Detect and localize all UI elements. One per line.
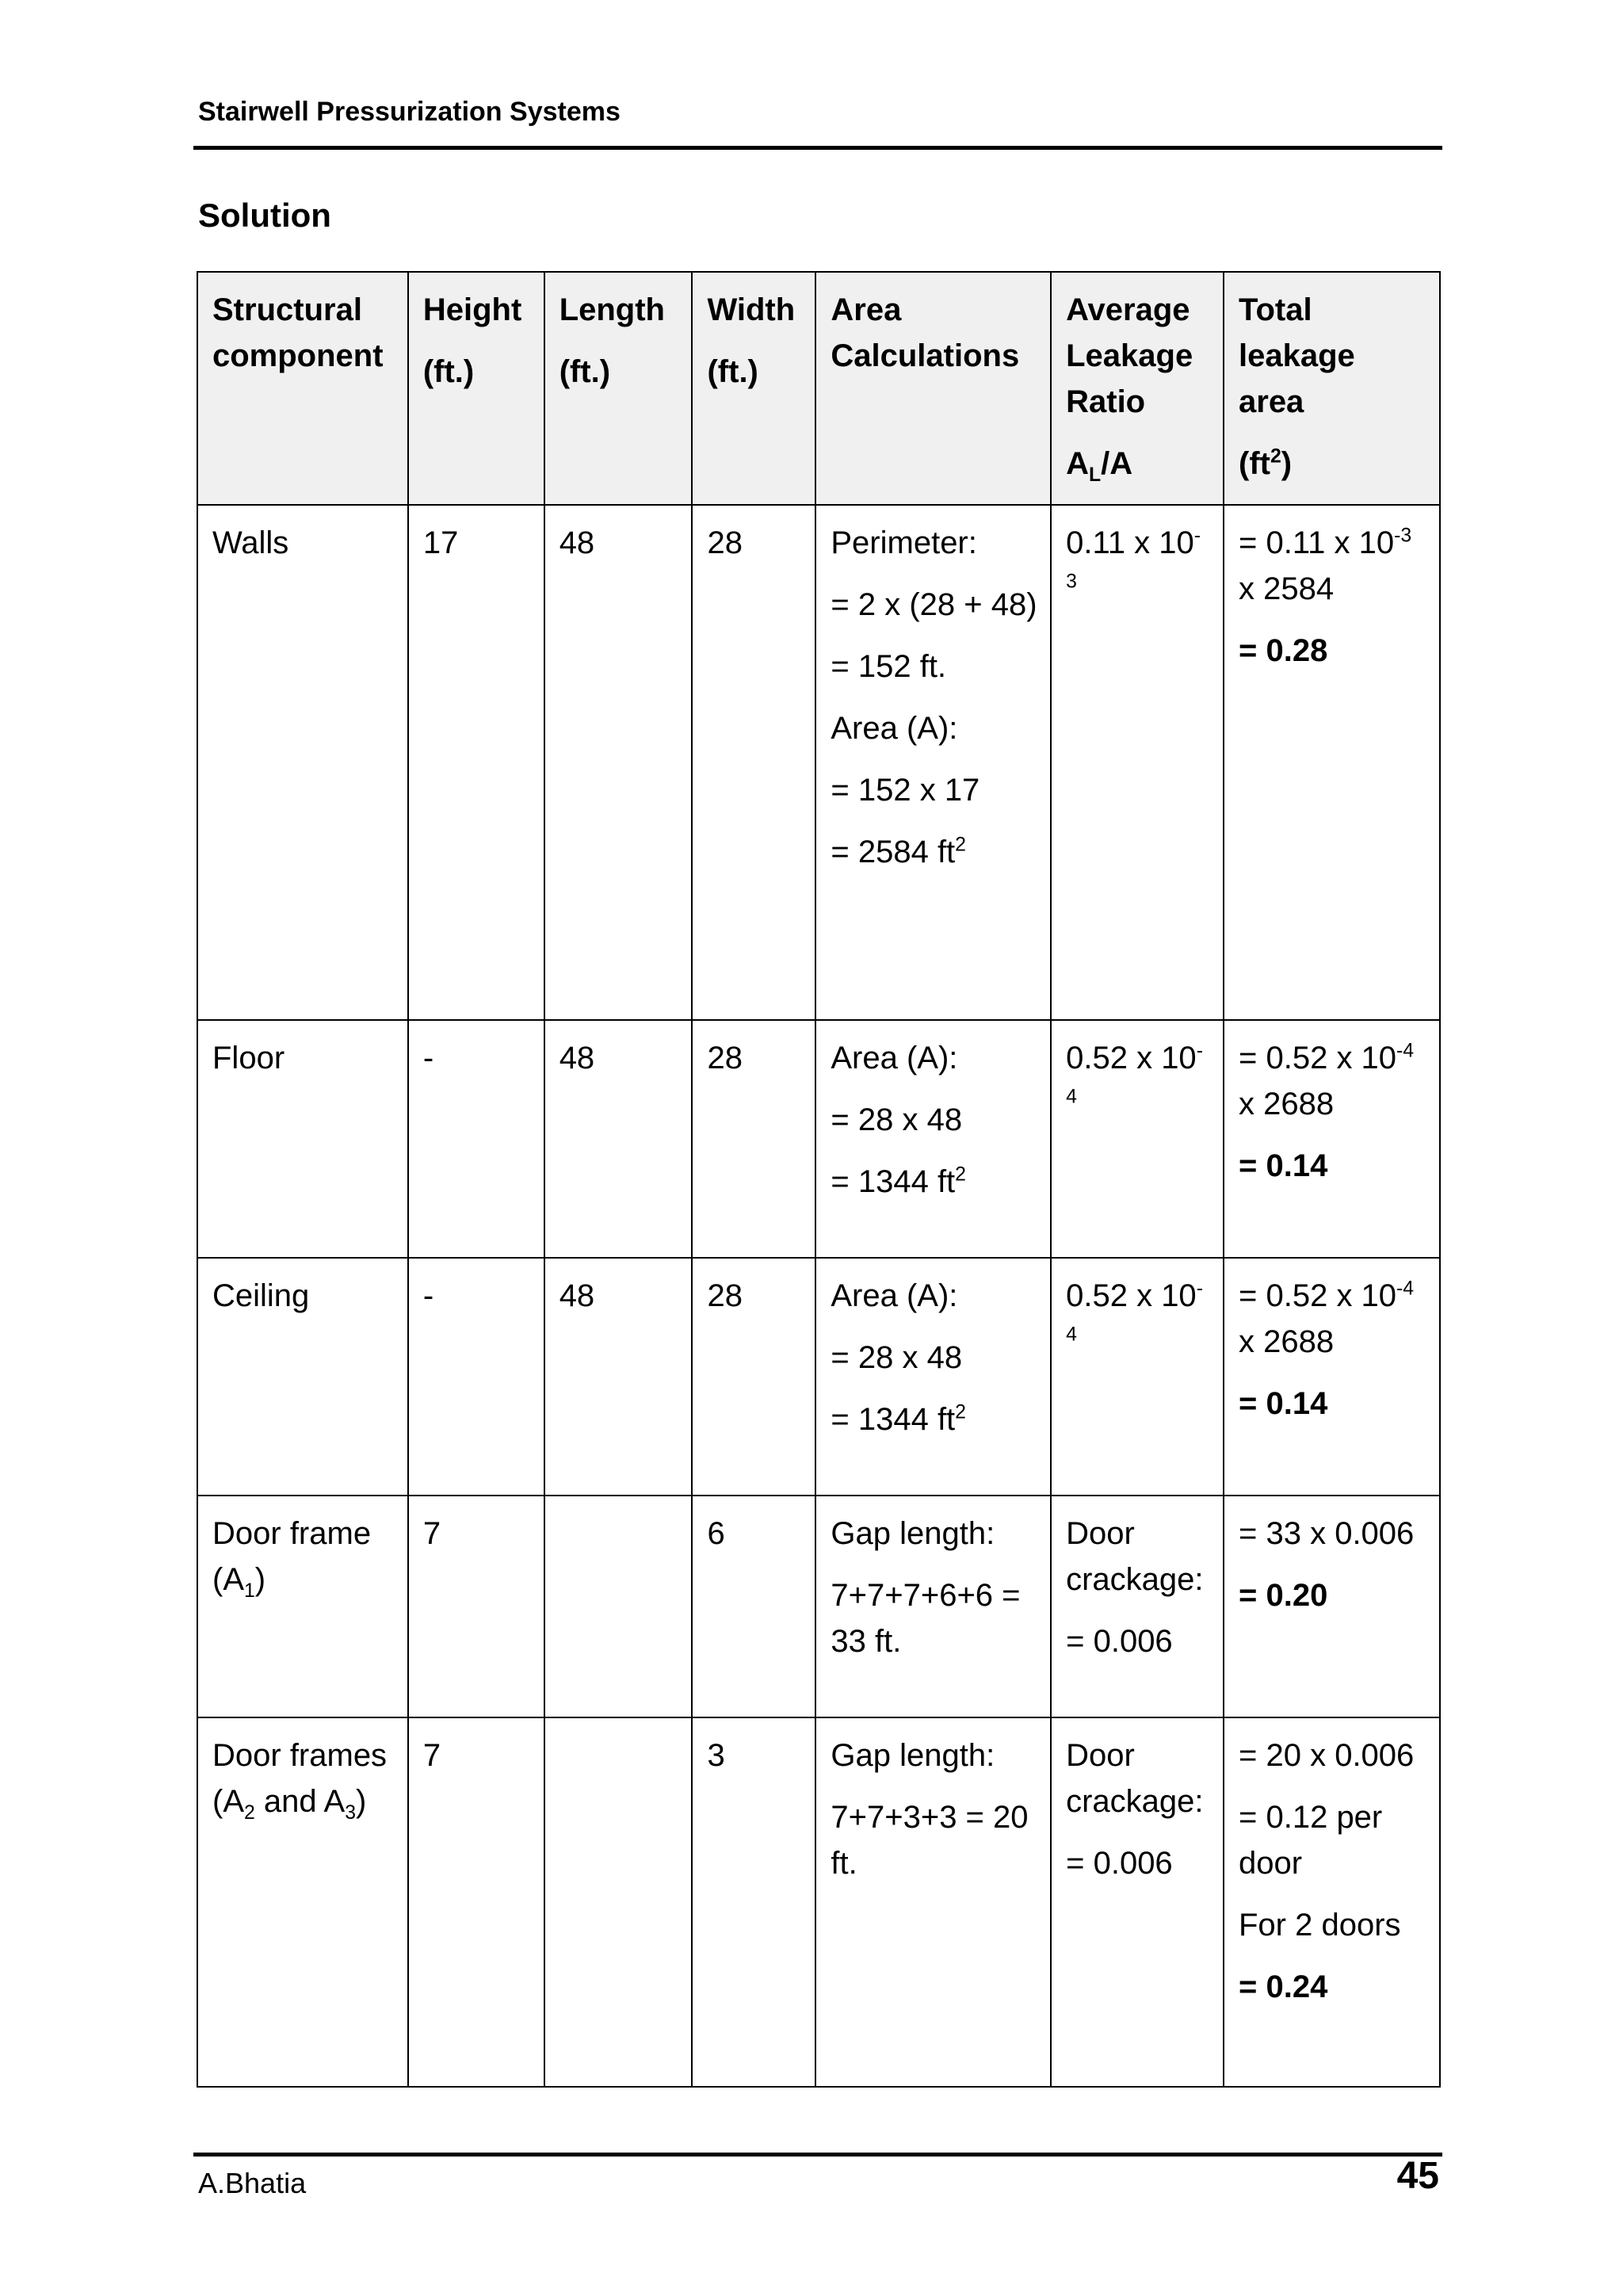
cell-area: Perimeter: = 2 x (28 + 48) = 152 ft. Area (A): = 152 x 17 = 2584 $ft^2$ (815, 505, 1051, 1020)
table-header-row (197, 272, 1440, 505)
cell-length: 48 (544, 1020, 693, 1258)
cell-length (544, 1717, 693, 2087)
cell-area: Gap length: 7+7+7+6+6 = 33 ft. (815, 1496, 1051, 1717)
cell-total: = 0.52 x $10^{-4}$ x 2688 = 0.14 (1224, 1258, 1440, 1496)
cell-width: 28 (692, 505, 815, 1020)
cell-height: - (408, 1020, 544, 1258)
cell-length: 48 (544, 1258, 693, 1496)
cell-length: 48 (544, 505, 693, 1020)
header-component: Structural component (197, 272, 408, 505)
cell-total: = 0.11 x $10^{-3}$ x 2584 = 0.28 (1224, 505, 1440, 1020)
header-ratio: Average Leakage Ratio $A_L/A$ (1051, 272, 1224, 505)
cell-total: = 20 x 0.006 = 0.12 per door For 2 doors = 0.24 (1224, 1717, 1440, 2087)
cell-width: 3 (692, 1717, 815, 2087)
cell-width: 6 (692, 1496, 815, 1717)
footer-author: A.Bhatia (198, 2167, 307, 2199)
cell-width: 28 (692, 1258, 815, 1496)
page-number: 45 (1396, 2155, 1439, 2197)
header-rule (193, 146, 1442, 150)
cell-area: Gap length: 7+7+3+3 = 20 ft. (815, 1717, 1051, 2087)
cell-component: Door frames ($A_2$ and $A_3$) (197, 1717, 408, 2087)
cell-area: Area (A): = 28 x 48 = 1344 $ft^2$ (815, 1258, 1051, 1496)
cell-ratio: Door crackage: = 0.006 (1051, 1717, 1224, 2087)
header-width: Width (ft.) (692, 272, 815, 505)
table-row (197, 1496, 1440, 1717)
cell-height: 17 (408, 505, 544, 1020)
cell-ratio: Door crackage: = 0.006 (1051, 1496, 1224, 1717)
running-header: Stairwell Pressurization Systems (198, 97, 621, 127)
cell-ratio: 0.11 x $10^{-3}$ (1051, 505, 1224, 1020)
cell-component: Door frame $(A_1)$ (197, 1496, 408, 1717)
cell-height: 7 (408, 1717, 544, 2087)
footer-rule (193, 2153, 1442, 2157)
leakage-table (197, 271, 1441, 2088)
cell-ratio: 0.52 x $10^{-4}$ (1051, 1020, 1224, 1258)
cell-area: Area (A): = 28 x 48 = 1344 $ft^2$ (815, 1020, 1051, 1258)
header-length: Length (ft.) (544, 272, 693, 505)
cell-ratio: 0.52 x $10^{-4}$ (1051, 1258, 1224, 1496)
cell-total: = 33 x 0.006 = 0.20 (1224, 1496, 1440, 1717)
header-height: Height (ft.) (408, 272, 544, 505)
cell-component: Ceiling (197, 1258, 408, 1496)
cell-total: = 0.52 x $10^{-4}$ x 2688 = 0.14 (1224, 1020, 1440, 1258)
cell-component: Walls (197, 505, 408, 1020)
table-row (197, 505, 1440, 1020)
table-row (197, 1717, 1440, 2087)
cell-height: - (408, 1258, 544, 1496)
header-total: Total leakage area $(ft^2)$ (1224, 272, 1440, 505)
section-title: Solution (198, 197, 331, 234)
cell-component: Floor (197, 1020, 408, 1258)
table-row (197, 1258, 1440, 1496)
cell-length (544, 1496, 693, 1717)
header-area: Area Calculations (815, 272, 1051, 505)
table-row (197, 1020, 1440, 1258)
cell-height: 7 (408, 1496, 544, 1717)
cell-width: 28 (692, 1020, 815, 1258)
